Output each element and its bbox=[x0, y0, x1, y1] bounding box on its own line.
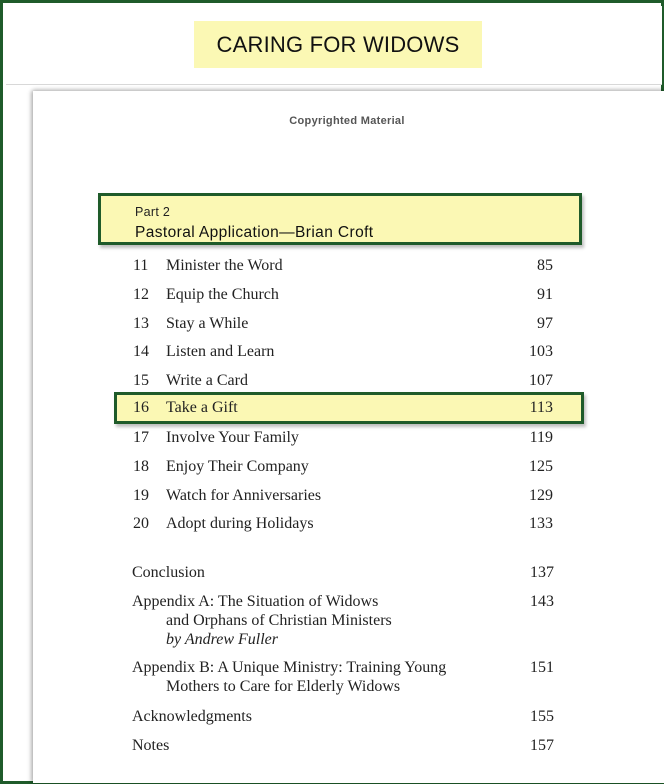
chapter-title: Take a Gift bbox=[166, 399, 238, 416]
chapter-title: Stay a While bbox=[166, 315, 249, 332]
chapter-page: 107 bbox=[529, 372, 553, 389]
toc-row-15 bbox=[133, 369, 553, 393]
toc-row-16-highlighted bbox=[114, 392, 584, 424]
chapter-number: 12 bbox=[133, 286, 149, 303]
part-title: Pastoral Application—Brian Croft bbox=[135, 224, 374, 241]
chapter-number: 15 bbox=[133, 372, 149, 389]
chapter-title: Enjoy Their Company bbox=[166, 458, 309, 475]
chapter-page: 85 bbox=[537, 257, 553, 274]
chapter-title: Write a Card bbox=[166, 372, 248, 389]
banner-title: CARING FOR WIDOWS bbox=[194, 21, 482, 68]
toc-row-18 bbox=[133, 455, 553, 479]
chapter-page: 97 bbox=[537, 315, 553, 332]
appendix-b-page: 151 bbox=[530, 659, 554, 676]
chapter-title: Involve Your Family bbox=[166, 429, 299, 446]
chapter-number: 20 bbox=[133, 515, 149, 532]
chapter-title: Watch for Anniversaries bbox=[166, 487, 322, 504]
appendix-a-page: 143 bbox=[530, 593, 554, 610]
appendix-a-subtitle: and Orphans of Christian Ministers bbox=[166, 612, 392, 629]
toc-row-20 bbox=[133, 512, 553, 536]
chapter-title: Listen and Learn bbox=[166, 343, 275, 360]
appendix-b-subtitle: Mothers to Care for Elderly Widows bbox=[166, 678, 401, 695]
toc-notes bbox=[132, 736, 554, 755]
toc-row-17 bbox=[133, 426, 553, 450]
chapter-title: Equip the Church bbox=[166, 286, 279, 303]
chapter-page: 113 bbox=[529, 399, 553, 416]
chapter-number: 14 bbox=[133, 343, 149, 360]
chapter-page: 133 bbox=[529, 515, 553, 532]
chapter-number: 19 bbox=[133, 487, 149, 504]
toc-conclusion bbox=[132, 563, 554, 582]
acknowledgments-title: Acknowledgments bbox=[132, 708, 252, 725]
appendix-a-author: by Andrew Fuller bbox=[166, 631, 278, 648]
banner-area bbox=[6, 6, 662, 85]
chapter-page: 119 bbox=[529, 429, 553, 446]
toc-appendix-b bbox=[132, 658, 554, 696]
chapter-number: 17 bbox=[133, 429, 149, 446]
chapter-number: 11 bbox=[133, 257, 149, 274]
notes-title: Notes bbox=[132, 737, 170, 754]
part-label: Part 2 bbox=[135, 205, 171, 219]
toc-row-14 bbox=[133, 340, 553, 364]
chapter-number: 18 bbox=[133, 458, 149, 475]
toc-row-12 bbox=[133, 283, 553, 307]
toc-row-11 bbox=[133, 254, 553, 278]
copyright-notice: Copyrighted Material bbox=[289, 115, 405, 127]
toc-row-13 bbox=[133, 312, 553, 336]
conclusion-page: 137 bbox=[530, 564, 554, 581]
notes-page: 157 bbox=[530, 737, 554, 754]
part-heading-highlight bbox=[98, 193, 582, 245]
acknowledgments-page: 155 bbox=[530, 708, 554, 725]
chapter-number: 13 bbox=[133, 315, 149, 332]
appendix-a-title: Appendix A: The Situation of Widows bbox=[132, 593, 379, 610]
chapter-title: Adopt during Holidays bbox=[166, 515, 314, 532]
toc-acknowledgments bbox=[132, 707, 554, 726]
chapter-page: 125 bbox=[529, 458, 553, 475]
toc-appendix-a bbox=[132, 592, 554, 649]
chapter-number: 16 bbox=[133, 399, 149, 416]
book-page bbox=[33, 91, 664, 783]
chapter-page: 103 bbox=[529, 343, 553, 360]
chapter-page: 129 bbox=[529, 487, 553, 504]
conclusion-title: Conclusion bbox=[132, 564, 205, 581]
toc-row-19 bbox=[133, 484, 553, 508]
chapter-title: Minister the Word bbox=[166, 257, 283, 274]
appendix-b-title: Appendix B: A Unique Ministry: Training Young bbox=[132, 659, 447, 676]
chapter-page: 91 bbox=[537, 286, 553, 303]
